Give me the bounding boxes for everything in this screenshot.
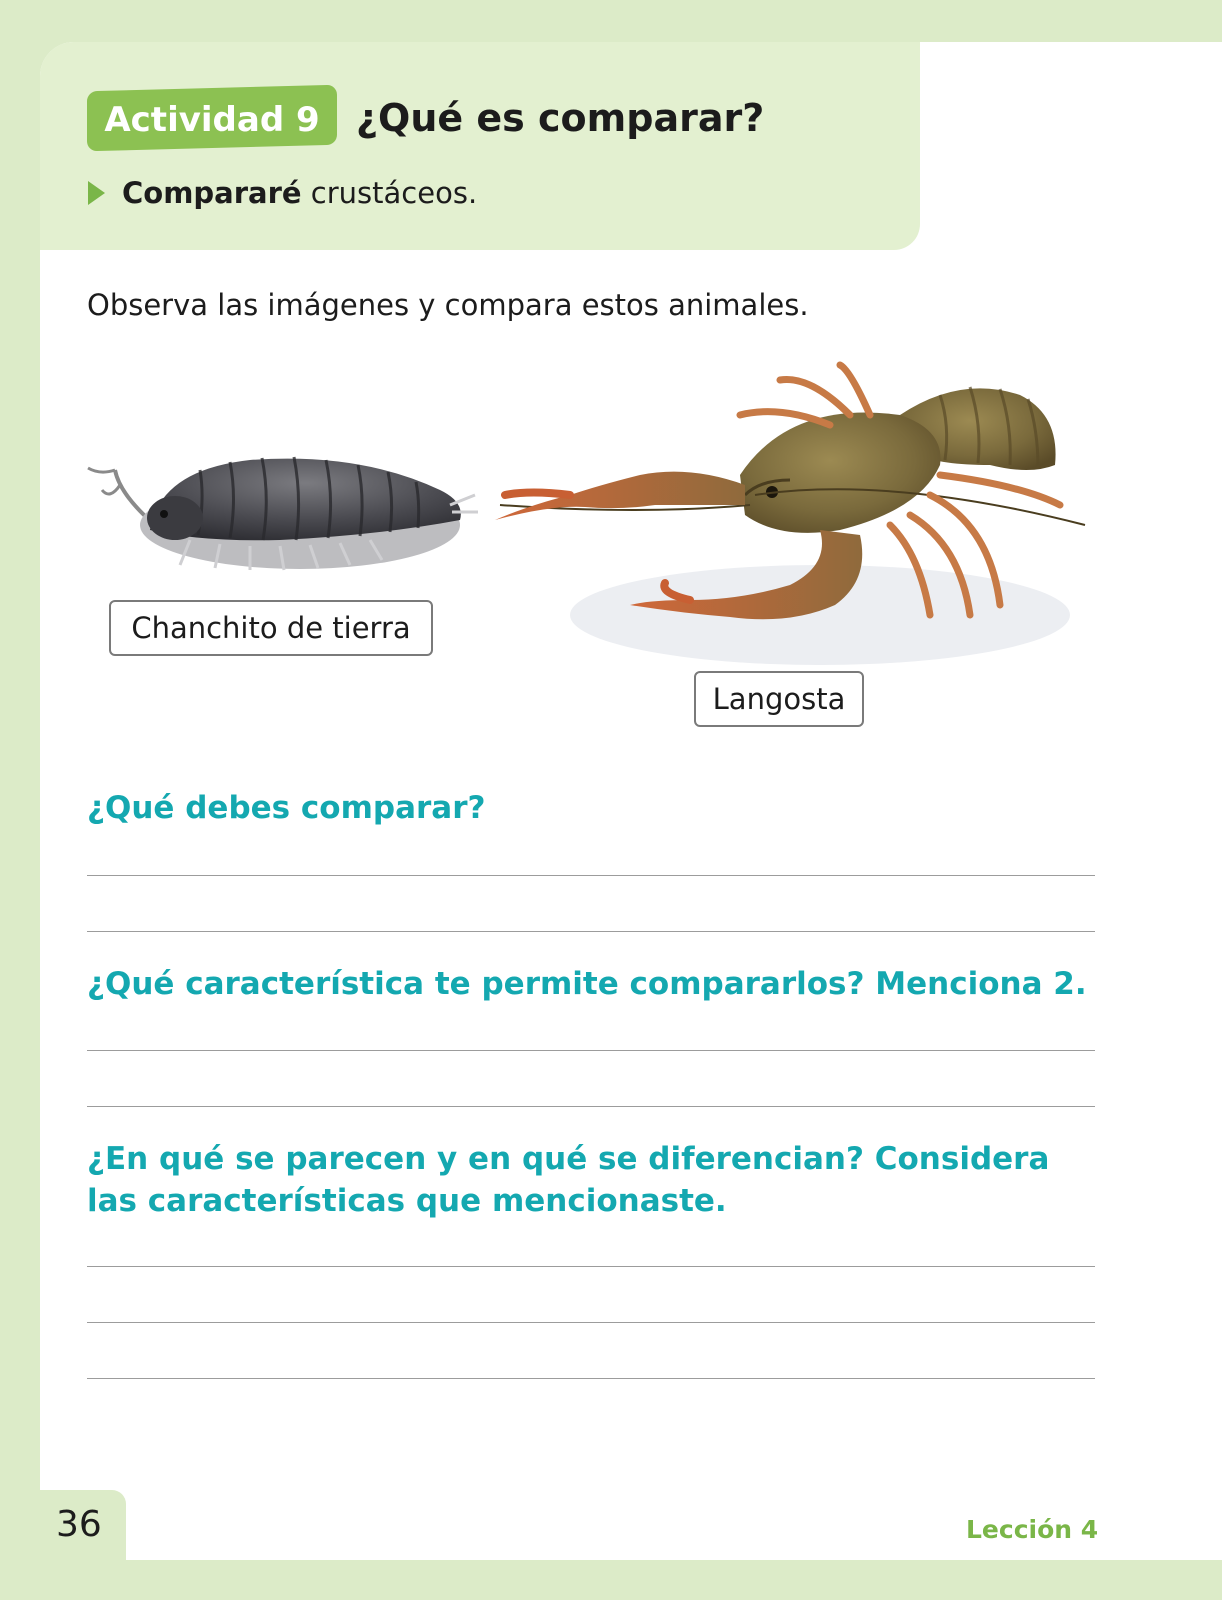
- answer-line[interactable]: [87, 1322, 1095, 1323]
- learning-goal-object: crustáceos.: [301, 176, 478, 210]
- animal-label-woodlouse: Chanchito de tierra: [109, 600, 433, 656]
- play-arrow-icon: [88, 181, 105, 205]
- activity-badge-label: Actividad 9: [104, 100, 320, 140]
- answer-line[interactable]: [87, 1050, 1095, 1051]
- animal-label-lobster: Langosta: [694, 671, 864, 727]
- question-2: ¿Qué característica te permite compararlos? Menciona 2.: [87, 966, 1087, 1002]
- woodlouse-photo: [80, 440, 480, 590]
- answer-line[interactable]: [87, 1378, 1095, 1379]
- instruction-text: Observa las imágenes y compara estos animales.: [87, 288, 809, 322]
- learning-goal: [122, 175, 477, 211]
- answer-line[interactable]: [87, 931, 1095, 932]
- answer-line[interactable]: [87, 1266, 1095, 1267]
- question-1: ¿Qué debes comparar?: [87, 790, 486, 826]
- learning-goal-verb: Compararé: [122, 176, 302, 210]
- page-title: ¿Qué es comparar?: [356, 96, 765, 140]
- lesson-label: Lección 4: [966, 1515, 1099, 1544]
- crayfish-photo: [490, 355, 1090, 685]
- page-number: 36: [56, 1504, 102, 1545]
- answer-line[interactable]: [87, 875, 1095, 876]
- answer-line[interactable]: [87, 1106, 1095, 1107]
- question-3: ¿En qué se parecen y en qué se diferencian? Considera las características que mencionaste.: [87, 1141, 1050, 1219]
